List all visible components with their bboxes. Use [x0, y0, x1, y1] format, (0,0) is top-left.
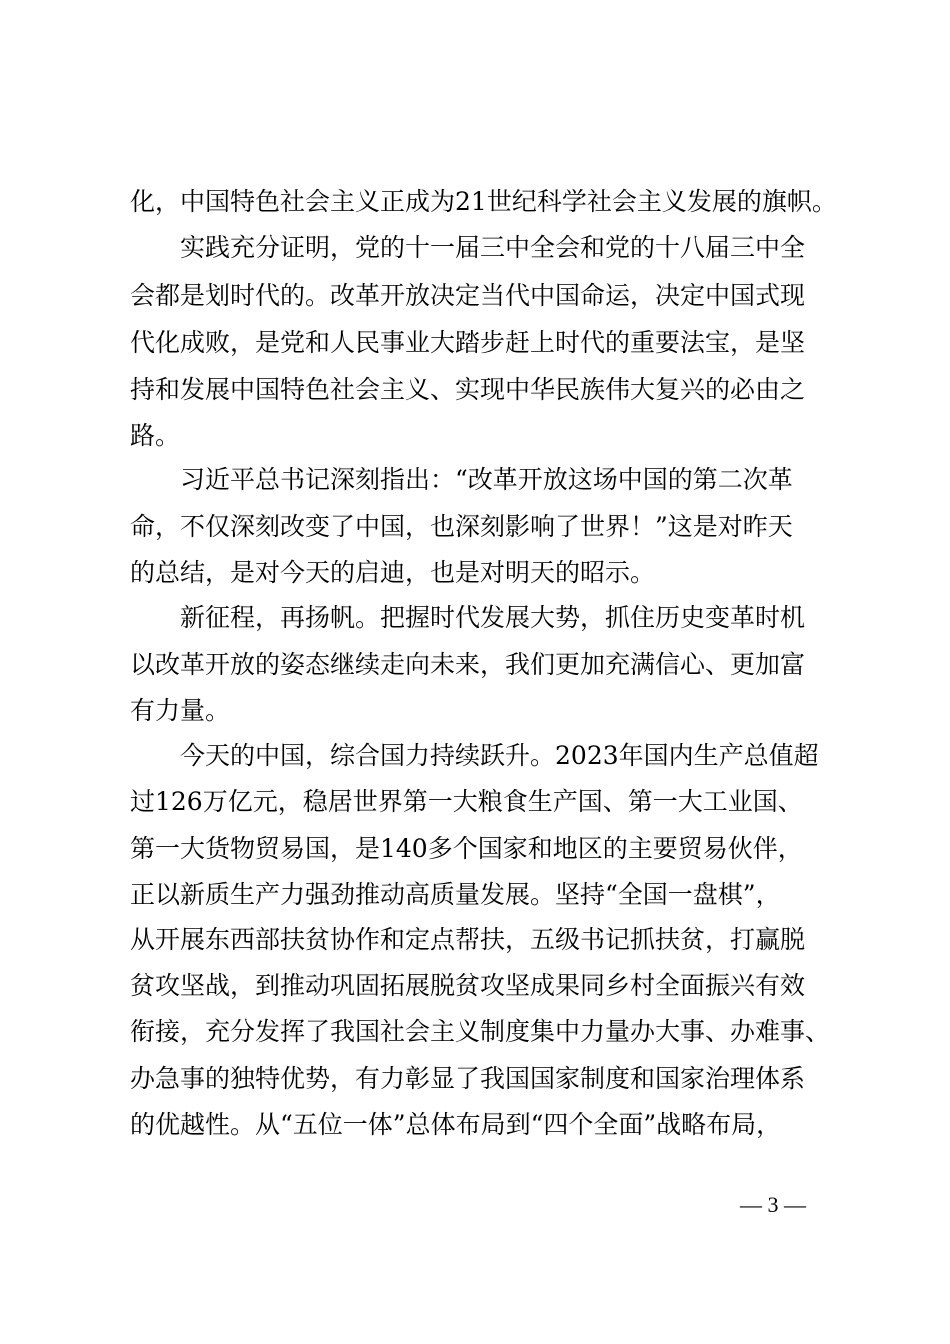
text-line: 持和发展中国特色社会主义、实现中华民族伟大复兴的必由之	[130, 375, 806, 404]
text-line: 路。	[130, 421, 181, 450]
text-line: 贫攻坚战，到推动巩固拓展脱贫攻坚成果同乡村全面振兴有效	[130, 971, 806, 1000]
paragraph-first-line: 新征程，再扬帆。把握时代发展大势，抓住历史变革时机	[180, 603, 806, 632]
text-line: 的总结，是对今天的启迪，也是对明天的昭示。	[130, 558, 656, 587]
text-line: 办急事的独特优势，有力彰显了我国国家制度和国家治理体系	[130, 1064, 806, 1093]
text-line: 衔接，充分发挥了我国社会主义制度集中力量办大事、办难事、	[130, 1017, 831, 1046]
text-line: 正以新质生产力强劲推动高质量发展。坚持“全国一盘棋”，	[130, 880, 781, 909]
text-line: 命，不仅深刻改变了中国，也深刻影响了世界！”这是对昨天	[130, 512, 793, 541]
text-line: 过126万亿元，稳居世界第一大粮食生产国、第一大工业国、	[130, 787, 803, 816]
text-line: 有力量。	[130, 696, 231, 725]
text-line: 从开展东西部扶贫协作和定点帮扶，五级书记抓扶贫，打赢脱	[130, 925, 806, 954]
page-number: — 3 —	[740, 1192, 806, 1217]
paragraph-first-line: 今天的中国，综合国力持续跃升。2023年国内生产总值超	[180, 741, 819, 770]
paragraph-first-line: 习近平总书记深刻指出：“改革开放这场中国的第二次革	[180, 465, 793, 494]
paragraph-first-line: 实践充分证明，党的十一届三中全会和党的十八届三中全	[180, 233, 806, 262]
text-line: 以改革开放的姿态继续走向未来，我们更加充满信心、更加富	[130, 650, 806, 679]
text-line: 会都是划时代的。改革开放决定当代中国命运，决定中国式现	[130, 281, 806, 310]
text-line: 代化成败，是党和人民事业大踏步赶上时代的重要法宝，是坚	[130, 328, 806, 357]
text-line: 化，中国特色社会主义正成为21世纪科学社会主义发展的旗帜。	[130, 187, 837, 216]
text-line: 的优越性。从“五位一体”总体布局到“四个全面”战略布局，	[130, 1110, 782, 1139]
text-line: 第一大货物贸易国，是140多个国家和地区的主要贸易伙伴，	[130, 834, 803, 863]
